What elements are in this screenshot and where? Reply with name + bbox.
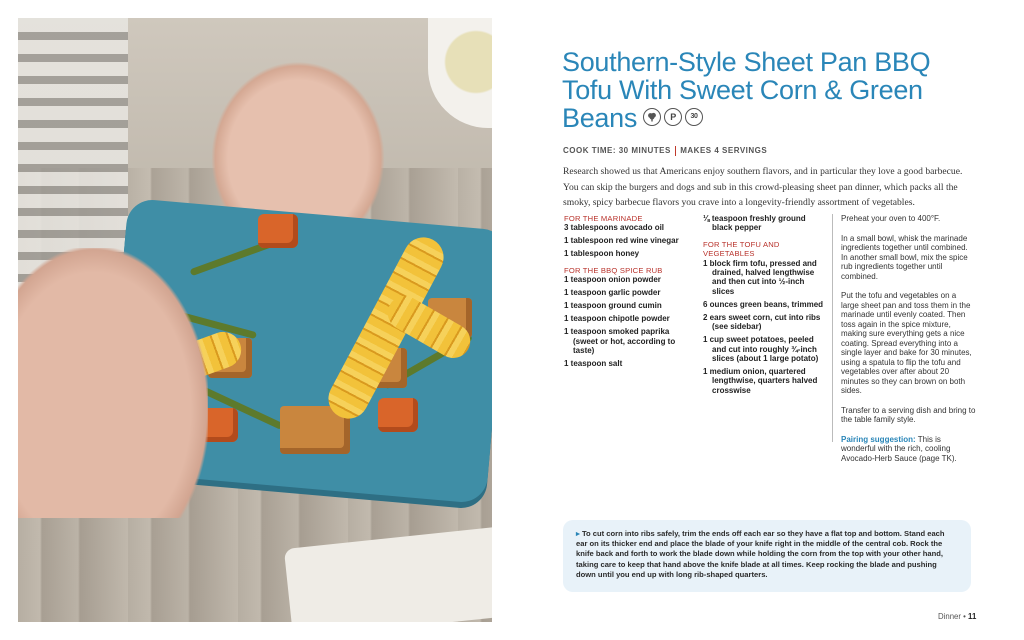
ingredient-item: 1 teaspoon garlic powder: [564, 288, 661, 298]
ingredient-item: 2 ears sweet corn, cut into ribs (see sidebar): [703, 312, 821, 332]
directions: [841, 214, 976, 473]
ingredient-item: 1 teaspoon smoked paprika (sweet or hot, according to taste): [564, 327, 676, 356]
ingredient-item: 1 teaspoon salt: [564, 359, 623, 369]
diet-badges: [643, 108, 703, 126]
broccoli-icon: [643, 108, 661, 126]
pairing-label: Pairing suggestion:: [841, 434, 916, 444]
corn-tip-sidebar: [563, 520, 971, 592]
direction-step: Preheat your oven to 400°F.: [841, 214, 941, 223]
recipe-title-text: Southern-Style Sheet Pan BBQ Tofu With Sweet Corn & Green Beans: [562, 47, 931, 133]
section-heading-spice-rub: FOR THE BBQ SPICE RUB: [564, 265, 663, 275]
page-number: 11: [968, 612, 977, 621]
ingredient-item: 1 teaspoon ground cumin: [564, 301, 662, 311]
sweet-potato: [378, 398, 418, 432]
ingredient-item: 1 cup sweet potatoes, peeled and cut into roughly ¾-inch slices (about 1 large potato): [703, 335, 819, 364]
ingredient-item: 1 medium onion, quartered lengthwise, quarters halved crosswise: [703, 367, 818, 395]
section-heading-tofu-vegetables: FOR THE TOFU AND VEGETABLES: [703, 239, 780, 259]
column-divider: [832, 214, 833, 442]
direction-step: Put the tofu and vegetables on a large sheet pan and toss them in the marinade until evenly coated. Then toss again in the spice mixture, making sure everything gets a nice coating. Spread everything into a single layer and bake for 30 minutes, using a spatula to flip the tofu and vegetables over after about 20 minutes so they can brown on both sides.: [841, 291, 972, 395]
left-hand: [18, 248, 208, 518]
section-name: Dinner: [938, 612, 961, 621]
ingredient-item: 1 teaspoon chipotle powder: [564, 314, 670, 324]
corn-tip-text: To cut corn into ribs safely, trim the ends off each ear so they have a flat top and bottom. Stand each ear on its thicker end and place the blade of your knife right in the middle of the central cob. Rock the knife back and forth to work the blade down while holding the corn from the top with your other hand, taking care to keep that hand above the knife blade at all times. Keep rocking the blade and pushing down until you end up with long rib-shaped quarters.: [576, 529, 945, 579]
footer-separator: •: [963, 612, 966, 621]
thirty-minutes-icon: 30: [685, 108, 703, 126]
servings: MAKES 4 SERVINGS: [680, 146, 768, 156]
direction-step: In a small bowl, whisk the marinade ingredients together until combined. In another small bowl, mix the spice rub ingredients together until combined.: [841, 233, 968, 281]
ingredients-column-2: [703, 214, 825, 395]
sweet-potato: [258, 214, 298, 248]
pairing-suggestion: [841, 435, 976, 464]
ingredients-column-1: [564, 214, 694, 368]
ingredient-item: 1 tablespoon honey: [564, 249, 640, 259]
recipe-title: [562, 48, 962, 132]
triangle-bullet-icon: ▸: [576, 529, 580, 538]
meta-divider: [675, 146, 676, 156]
side-bowl: [428, 18, 492, 128]
recipe-meta: [563, 146, 767, 156]
ingredient-item: 1 block firm tofu, pressed and drained, halved lengthwise and then cut into ½-inch slices: [703, 258, 817, 296]
pairing-text: This is wonderful with the rich, cooling Avocado-Herb Sauce (page TK).: [841, 434, 957, 463]
ingredient-item: 3 tablespoons avocado oil: [564, 223, 665, 233]
recipe-photo: [18, 18, 492, 622]
cook-time: COOK TIME: 30 MINUTES: [563, 146, 671, 156]
recipe-intro: Research showed us that Americans enjoy southern flavors, and in particular they love a good barbecue. You can skip the burgers and dogs and sub in this crowd-pleasing sheet pan dinner, which packs all the smoky, spicy barbecue flavors you crave into a longevity-friendly assortment of vegetables.: [563, 166, 963, 208]
section-heading-marinade: FOR THE MARINADE: [564, 214, 643, 223]
page-footer: [938, 612, 976, 621]
ingredient-item: 1 tablespoon red wine vinegar: [564, 236, 679, 246]
ingredient-item: 6 ounces green beans, trimmed: [703, 299, 824, 309]
ingredient-item: 1 teaspoon onion powder: [564, 275, 661, 285]
direction-step: Transfer to a serving dish and bring to the table family style.: [841, 405, 976, 424]
ingredient-item: ⅛ teaspoon freshly ground black pepper: [703, 214, 806, 233]
p-icon: P: [664, 108, 682, 126]
